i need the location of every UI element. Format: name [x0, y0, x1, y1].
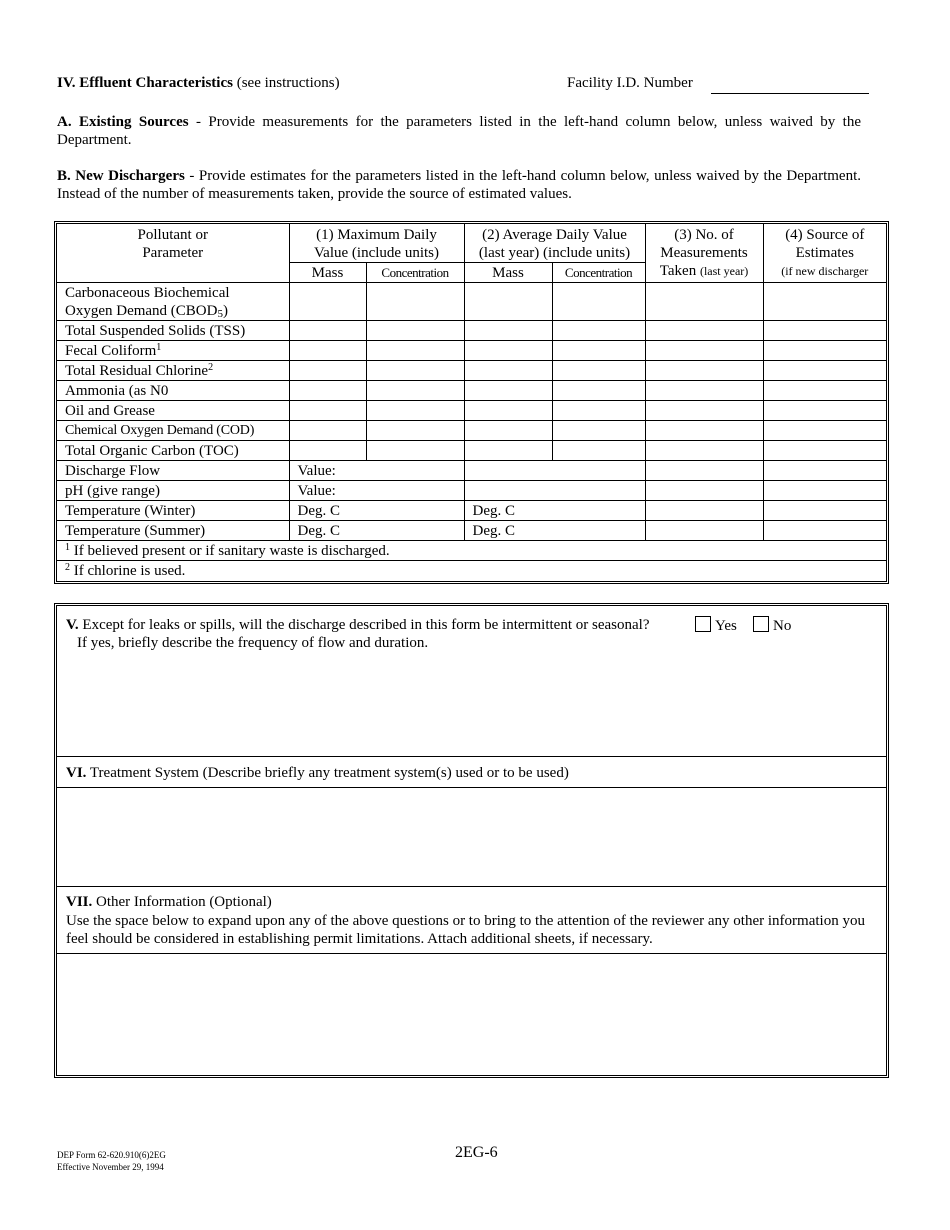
input-cell[interactable] [645, 283, 763, 321]
section-title-bold: IV. Effluent Characteristics [57, 75, 233, 91]
facility-id-label: Facility I.D. Number [567, 75, 693, 91]
input-cell[interactable] [464, 321, 552, 341]
input-cell[interactable] [763, 401, 886, 421]
input-cell[interactable] [464, 283, 552, 321]
input-cell[interactable] [289, 381, 366, 401]
row-label: Temperature (Summer) [57, 521, 289, 541]
row-label: Total Suspended Solids (TSS) [57, 321, 289, 341]
table-row-flow [57, 461, 886, 481]
input-cell[interactable] [464, 421, 552, 441]
row-label: Discharge Flow [57, 461, 289, 481]
section-vi-heading [66, 764, 569, 782]
header-max-mass: Mass [289, 263, 366, 283]
input-cell[interactable] [763, 361, 886, 381]
input-cell[interactable] [289, 361, 366, 381]
input-cell[interactable] [552, 401, 645, 421]
row-label: Temperature (Winter) [57, 501, 289, 521]
header-source-estimates: (4) Source of Estimates (if new discharger [763, 224, 886, 283]
table-row-oil [57, 401, 886, 421]
form-number: DEP Form 62-620.910(6)2EG Effective November 29, 1994 [57, 1150, 166, 1172]
effluent-table-frame [54, 221, 889, 584]
input-cell[interactable] [763, 481, 886, 501]
yes-checkbox[interactable] [695, 616, 711, 632]
yes-label: Yes [715, 618, 737, 634]
input-cell[interactable] [763, 441, 886, 461]
input-cell[interactable] [645, 481, 763, 501]
input-cell[interactable] [645, 421, 763, 441]
no-option[interactable] [753, 616, 791, 635]
input-cell[interactable] [289, 321, 366, 341]
footnote-2: $^2$ If chlorine is used. [57, 561, 886, 581]
page-number: 2EG-6 [455, 1144, 498, 1161]
input-cell[interactable] [289, 283, 366, 321]
temp-winter-avg-cell[interactable]: Deg. C [464, 501, 645, 521]
section-vi-text: Treatment System (Describe briefly any treatment system(s) used or to be used) [86, 765, 569, 781]
input-cell[interactable] [645, 521, 763, 541]
input-cell[interactable] [763, 521, 886, 541]
row-label: Oil and Grease [57, 401, 289, 421]
input-cell[interactable] [464, 361, 552, 381]
input-cell[interactable] [464, 381, 552, 401]
input-cell[interactable] [464, 441, 552, 461]
input-cell[interactable] [289, 421, 366, 441]
temp-winter-max-cell[interactable]: Deg. C [289, 501, 464, 521]
no-checkbox[interactable] [753, 616, 769, 632]
input-cell[interactable] [366, 421, 464, 441]
ph-value-cell[interactable]: Value: [289, 481, 464, 501]
row-label: pH (give range) [57, 481, 289, 501]
section-v-number: V. [66, 617, 79, 633]
header-max-daily: (1) Maximum Daily Value (include units) [289, 224, 464, 263]
table-row-chlorine [57, 361, 886, 381]
input-cell[interactable] [289, 441, 366, 461]
additional-info-frame [54, 603, 889, 1078]
header-max-concentration: Concentration [366, 263, 464, 283]
section-v-question [66, 616, 649, 634]
input-cell[interactable] [366, 341, 464, 361]
table-row-tss [57, 321, 886, 341]
section-title [57, 75, 340, 92]
input-cell[interactable] [645, 461, 763, 481]
existing-sources-text: - Provide measurements for the parameters listed in the left-hand column below, unless waived by the Department. [57, 114, 861, 148]
header-num-measurements: (3) No. of Measurements Taken (last year) [645, 224, 763, 283]
section-vii-title: Other Information (Optional) [92, 894, 272, 910]
table-row-temp-summer [57, 521, 886, 541]
row-label: Total Organic Carbon (TOC) [57, 441, 289, 461]
header-avg-mass: Mass [464, 263, 552, 283]
input-cell[interactable] [645, 501, 763, 521]
input-cell[interactable] [763, 321, 886, 341]
input-cell[interactable] [366, 283, 464, 321]
new-dischargers-heading: B. New Dischargers [57, 168, 185, 184]
section-title-note: (see instructions) [232, 75, 340, 91]
table-row-cod [57, 421, 886, 441]
input-cell[interactable] [289, 401, 366, 421]
divider [57, 756, 886, 757]
existing-sources-paragraph [57, 113, 861, 149]
input-cell[interactable] [366, 381, 464, 401]
section-vi-answer-area[interactable] [57, 788, 886, 886]
section-vii-heading [66, 893, 272, 911]
input-cell[interactable] [366, 441, 464, 461]
facility-id-field[interactable] [711, 93, 869, 94]
input-cell[interactable] [763, 283, 886, 321]
temp-summer-max-cell[interactable]: Deg. C [289, 521, 464, 541]
row-label: Carbonaceous Biochemical Oxygen Demand $(CBOD_5)$ [57, 283, 289, 321]
input-cell[interactable] [464, 461, 645, 481]
header-pollutant: Pollutant or Parameter [57, 224, 289, 283]
input-cell[interactable] [552, 341, 645, 361]
input-cell[interactable] [464, 481, 645, 501]
input-cell[interactable] [552, 381, 645, 401]
section-v-followup: If yes, briefly describe the frequency of flow and duration. [77, 635, 429, 651]
table-row-cbod [57, 283, 886, 321]
section-vi-number: VI. [66, 765, 87, 781]
divider [57, 886, 886, 887]
input-cell[interactable] [763, 461, 886, 481]
input-cell[interactable] [366, 321, 464, 341]
input-cell[interactable] [645, 321, 763, 341]
row-label: Total Residual Chlorine$^2$ [57, 361, 289, 381]
input-cell[interactable] [366, 401, 464, 421]
header-avg-concentration: Concentration [552, 263, 645, 283]
table-footnote-1 [57, 541, 886, 561]
temp-summer-avg-cell[interactable]: Deg. C [464, 521, 645, 541]
input-cell[interactable] [552, 421, 645, 441]
input-cell[interactable] [645, 381, 763, 401]
section-v-text: Except for leaks or spills, will the discharge described in this form be intermittent or seasonal? [78, 617, 650, 633]
input-cell[interactable] [763, 341, 886, 361]
input-cell[interactable] [645, 341, 763, 361]
row-label: Ammonia (as N0 [57, 381, 289, 401]
section-v-answer-area[interactable] [57, 652, 886, 756]
input-cell[interactable] [464, 401, 552, 421]
input-cell[interactable] [552, 321, 645, 341]
effluent-table [57, 224, 886, 580]
section-vii-answer-area[interactable] [57, 954, 886, 1074]
new-dischargers-text: - Provide estimates for the parameters listed in the left-hand column below, unless waived by the Department. Instead of the number of measurements taken, provide the source of estimated values. [57, 168, 861, 202]
input-cell[interactable] [464, 341, 552, 361]
input-cell[interactable] [289, 341, 366, 361]
input-cell[interactable] [763, 381, 886, 401]
yes-option[interactable] [695, 616, 737, 635]
row-label: Chemical Oxygen Demand (COD) [57, 421, 289, 441]
table-row-temp-winter [57, 501, 886, 521]
table-footnote-2 [57, 561, 886, 581]
table-row-ph [57, 481, 886, 501]
section-vii-instructions: Use the space below to expand upon any of the above questions or to bring to the attention of the reviewer any other information you feel should be considered in establishing permit limitations. Attach additional sheets, if necessary. [66, 913, 865, 947]
input-cell[interactable] [645, 361, 763, 381]
table-row-toc [57, 441, 886, 461]
input-cell[interactable] [552, 441, 645, 461]
input-cell[interactable] [645, 401, 763, 421]
table-row-ammonia [57, 381, 886, 401]
input-cell[interactable] [763, 421, 886, 441]
table-row-fecal [57, 341, 886, 361]
header-avg-daily: (2) Average Daily Value (last year) (include units) [464, 224, 645, 263]
input-cell[interactable] [763, 501, 886, 521]
input-cell[interactable] [552, 361, 645, 381]
flow-value-cell[interactable]: Value: [289, 461, 464, 481]
input-cell[interactable] [552, 283, 645, 321]
new-dischargers-paragraph [57, 167, 861, 203]
existing-sources-heading: A. Existing Sources [57, 114, 189, 130]
input-cell[interactable] [366, 361, 464, 381]
row-label: Fecal Coliform$^1$ [57, 341, 289, 361]
no-label: No [773, 618, 792, 634]
input-cell[interactable] [645, 441, 763, 461]
section-vii-number: VII. [66, 894, 93, 910]
footnote-1: $^1$ If believed present or if sanitary waste is discharged. [57, 541, 886, 561]
